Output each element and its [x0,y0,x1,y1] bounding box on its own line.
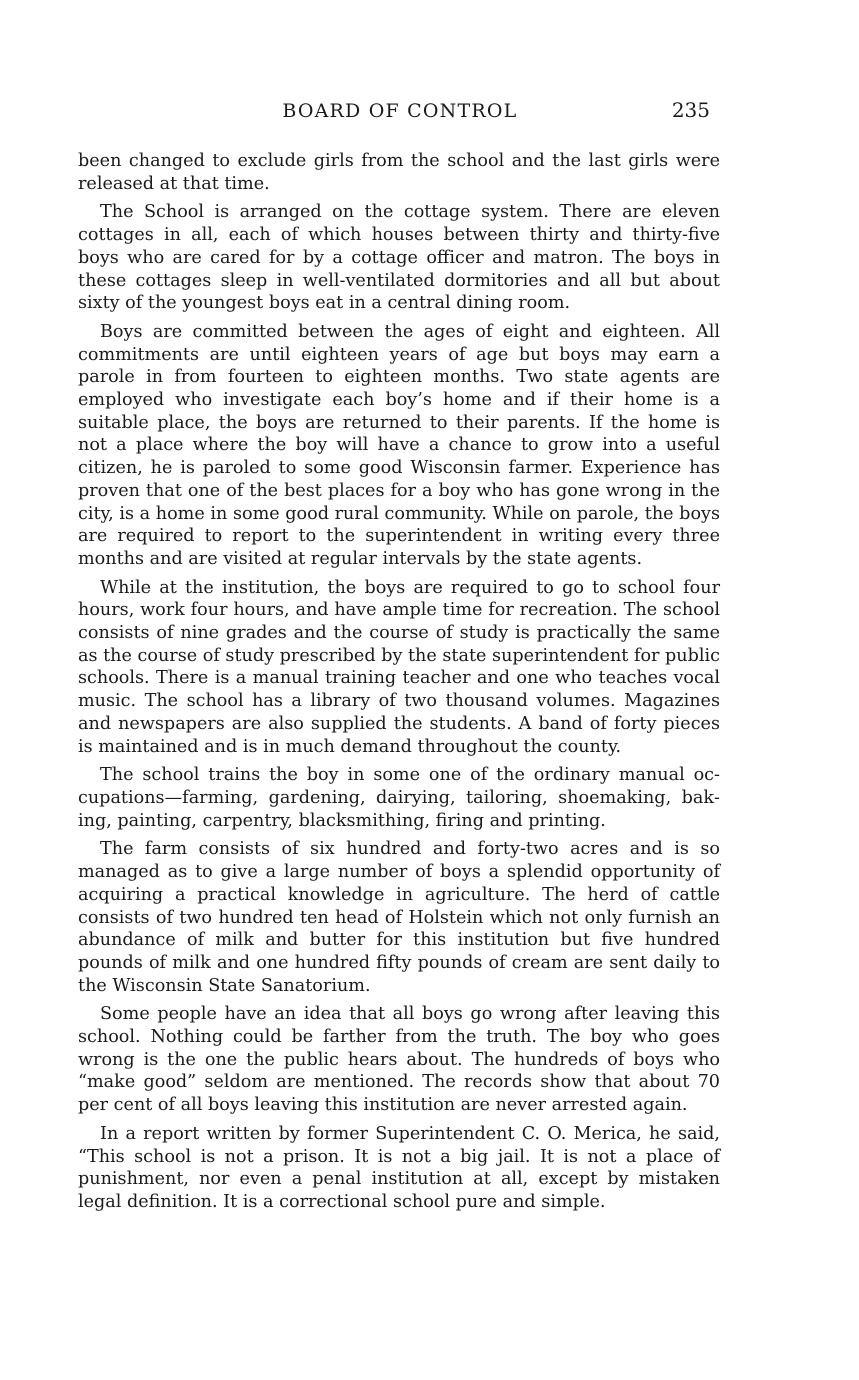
paragraph-farm: The farm consists of six hundred and forty-two acres and is so managed as to give a large number of boys a splendid opportunity of acquiring a practical knowledge in agriculture. The herd of cattle consists of two hundred ten head of Holstein which not only furnish an abundance of milk and butter for this institution but five hundred pounds of milk and one hundred fifty pounds of cream are sent daily to the Wisconsin State Sanatorium. [78,839,720,996]
paragraph-continuation: been changed to exclude girls from the school and the last girls were released at that time. [78,151,720,194]
paragraph-manual-occupations: The school trains the boy in some one of the ordinary manual occupations—farming, gardening, dairying, tailoring, shoemaking, baking, painting, carpentry, blacksmithing, firing and printing. [78,765,720,831]
paragraph-schooling: While at the institution, the boys are required to go to school four hours, work four hours, and have ample time for recreation. The school consists of nine grades and the course of study is practically the same as the course of study prescribed by the state superintendent for public schools. There is a manual training teacher and one who teaches vocal music. The school has a library of two thousand volumes. Magazines and newspapers are also supplied the students. A band of forty pieces is maintained and is in much demand throughout the county. [78,577,721,757]
paragraph-commitments-parole: Boys are committed between the ages of eight and eighteen. All commitments are until eighteen years of age but boys may earn a parole in from fourteen to eighteen months. Two state agents are employed who investigate each boy’s home and if their home is a suitable place, the boys are returned to their parents. If the home is not a place where the boy will have a chance to grow into a useful citizen, he is paroled to some good Wisconsin farmer. Experience has proven that one of the best places for a boy who has gone wrong in the city, is a home in some good rural community. While on parole, the boys are required to report to the superintendent in writing every three months and are visited at regular intervals by the state agents. [78,321,720,569]
paragraph-cottage-system: The School is arranged on the cottage system. There are eleven cottages in all, each of which houses between thirty and thirty-five boys who are cared for by a cottage officer and matron. The boys in these cottages sleep in well-ventilated dormitories and all but about sixty of the youngest boys eat in a central dining room. [78,202,720,314]
running-header [78,98,720,132]
book-page [78,98,720,1220]
page-number: 235 [671,98,710,122]
body-text [78,150,720,1214]
header-title: BOARD OF CONTROL [282,100,518,122]
paragraph-outcomes: Some people have an idea that all boys go wrong after leaving this school. Nothing could be farther from the truth. The boy who goes wrong is the one the public hears about. The hundreds of boys who “make good” seldom are mentioned. The records show that about 70 per cent of all boys leaving this institution are never arrested again. [78,1004,720,1116]
paragraph-superintendent-quote: In a report written by former Superintendent C. O. Merica, he said, “This school is not a prison. It is not a big jail. It is not a place of punishment, nor even a penal institution at all, except by mistaken legal definition. It is a correctional school pure and simple. [78,1123,720,1212]
